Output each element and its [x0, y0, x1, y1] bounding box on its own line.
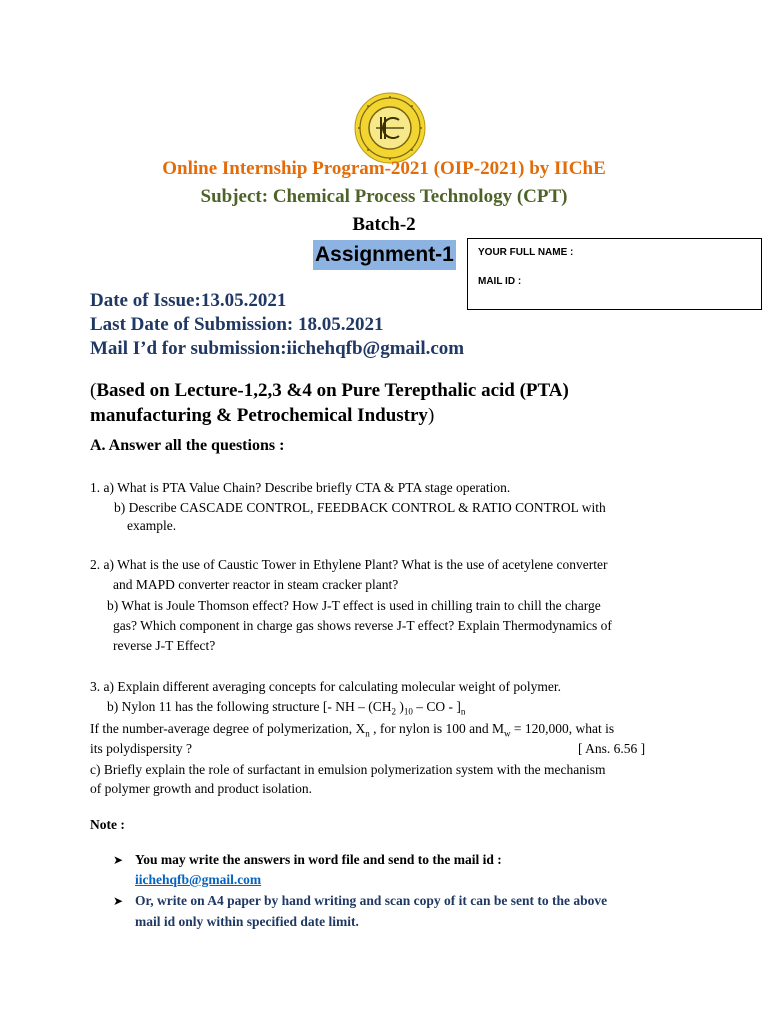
q1-a: 1. a) What is PTA Value Chain? Describe briefly CTA & PTA stage operation.: [90, 480, 511, 495]
subject-title: Subject: Chemical Process Technology (CPT): [200, 186, 568, 207]
based-on-line2: manufacturing & Petrochemical Industry: [90, 405, 428, 426]
section-a-heading: A. Answer all the questions :: [90, 437, 285, 454]
q2-a-line1: 2. a) What is the use of Caustic Tower in Ethylene Plant? What is the use of acetylene converter: [90, 557, 608, 572]
q2-b-line3: reverse J-T Effect?: [113, 638, 216, 653]
full-name-label: YOUR FULL NAME :: [478, 247, 574, 258]
mail-link[interactable]: iichehqfb@gmail.com: [135, 872, 262, 887]
last-date-of-submission: Last Date of Submission: 18.05.2021: [90, 314, 384, 335]
q3-b: b) Nylon 11 has the following structure [- NH – ($CH_2$ )$_{10}$ – CO - ]$_n$: [107, 699, 466, 717]
q1-b-line1: b) Describe CASCADE CONTROL, FEEDBACK CONTROL & RATIO CONTROL with: [114, 500, 606, 515]
note-label: Note :: [90, 817, 125, 832]
q3-answer: [ Ans. 6.56 ]: [578, 741, 646, 756]
note-bullet-2-line1: Or, write on A4 paper by hand writing and scan copy of it can be sent to the above: [135, 893, 608, 908]
date-of-issue: Date of Issue:13.05.2021: [90, 290, 287, 311]
iiche-logo: [354, 92, 426, 164]
q2-a-line2: and MAPD converter reactor in steam cracker plant?: [113, 577, 399, 592]
q3-c-line1: c) Briefly explain the role of surfactant in emulsion polymerization system with the mechanism: [90, 762, 606, 777]
q1-b-line2: example.: [127, 518, 177, 533]
q3-if-line: If the number-average degree of polymerization, $X_n$ , for nylon is 100 and $M_w = 120,000$, what is: [90, 721, 615, 739]
submission-mail: Mail I’d for submission:iichehqfb@gmail.com: [90, 338, 465, 359]
q2-b-line1: b) What is Joule Thomson effect? How J-T effect is used in chilling train to chill the charge: [107, 598, 601, 613]
q3-c-line2: of polymer growth and product isolation.: [90, 781, 312, 796]
q2-b-line2: gas? Which component in charge gas shows reverse J-T effect? Explain Thermodynamics of: [113, 618, 612, 633]
arrow-bullet-icon: ➤: [113, 853, 124, 867]
based-on-line1: Based on Lecture-1,2,3 &4 on Pure Terepthalic acid (PTA): [96, 380, 569, 401]
assignment-title: Assignment-1: [313, 240, 456, 270]
note-bullet-2-line2: mail id only within specified date limit.: [135, 914, 359, 929]
note-bullet-1-text: You may write the answers in word file and send to the mail id :: [135, 852, 502, 867]
batch-title: Batch-2: [352, 214, 416, 235]
note-bullet-1-link-row: [135, 870, 261, 890]
q3-its-line: its polydispersity ?: [90, 741, 192, 756]
mail-id-label: MAIL ID :: [478, 276, 522, 287]
arrow-bullet-icon: ➤: [113, 894, 124, 908]
student-info-box[interactable]: [467, 238, 762, 310]
based-on-lectures: (Based on Lecture-1,2,3 &4 on Pure Terepthalic acid (PTA) manufacturing & Petrochemical Industry): [90, 380, 569, 426]
q3-a: 3. a) Explain different averaging concepts for calculating molecular weight of polymer.: [90, 679, 561, 694]
program-title: Online Internship Program-2021 (OIP-2021) by IIChE: [162, 158, 606, 179]
